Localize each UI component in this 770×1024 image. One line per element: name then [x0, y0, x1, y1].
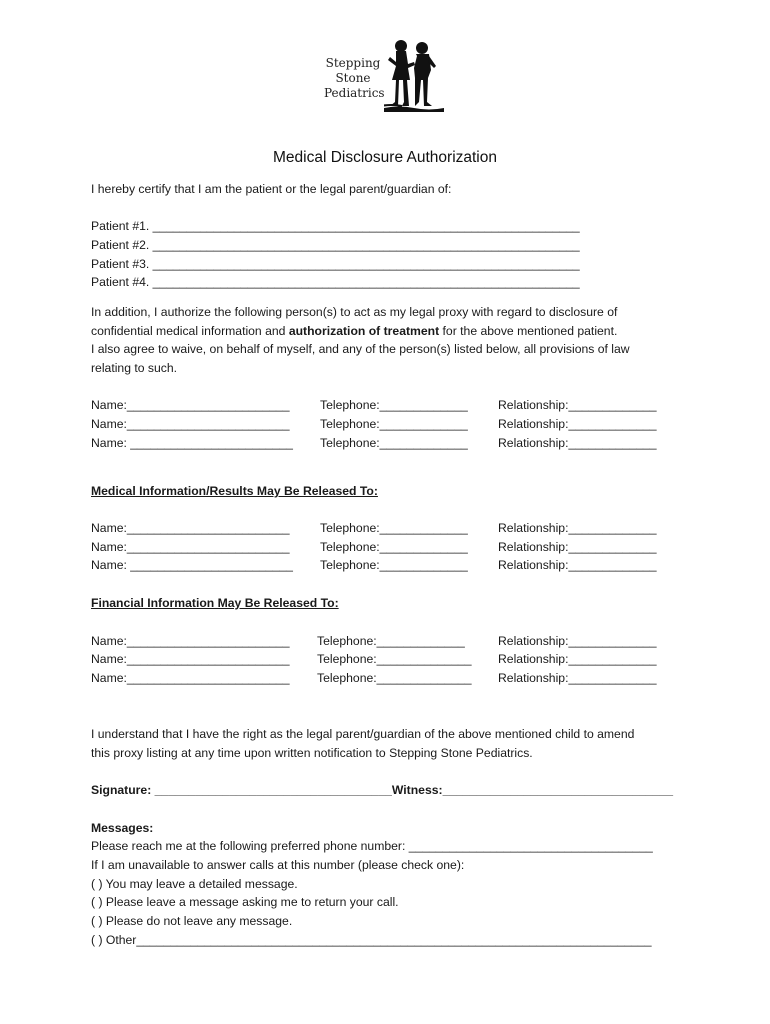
medical-name-2[interactable]: Name:________________________ — [91, 540, 290, 554]
medical-telephone-2[interactable]: Telephone:_____________ — [320, 540, 468, 554]
page-title: Medical Disclosure Authorization — [273, 149, 497, 166]
logo-line-2: Stone — [335, 71, 371, 85]
medical-name-1[interactable]: Name:________________________ — [91, 521, 290, 535]
logo-text — [324, 56, 385, 101]
proxy-text-a: confidential medical information and — [91, 324, 289, 338]
option-no-message[interactable]: ( ) Please do not leave any message. — [91, 914, 293, 928]
preferred-phone-field[interactable]: Please reach me at the following preferred phone number: ____________________________________ — [91, 839, 653, 853]
medical-relationship-1[interactable]: Relationship:_____________ — [498, 521, 657, 535]
signature-witness-line[interactable]: Signature: ___________________________________Witness:__________________________________ — [91, 783, 674, 797]
patient-1-field[interactable]: Patient #1. _______________________________________________________________ — [91, 219, 580, 233]
financial-section-heading: Financial Information May Be Released To: — [91, 596, 339, 610]
understand-line-2: this proxy listing at any time upon written notification to Stepping Stone Pediatrics. — [91, 746, 533, 760]
proxy-name-1[interactable]: Name:________________________ — [91, 398, 290, 412]
logo-line-3: Pediatrics — [324, 86, 385, 100]
logo-line-1: Stepping — [325, 56, 381, 70]
medical-relationship-3[interactable]: Relationship:_____________ — [498, 558, 657, 572]
patient-2-field[interactable]: Patient #2. _______________________________________________________________ — [91, 238, 580, 252]
option-detailed-message[interactable]: ( ) You may leave a detailed message. — [91, 877, 298, 891]
financial-relationship-3[interactable]: Relationship:_____________ — [498, 671, 657, 685]
financial-name-3[interactable]: Name:________________________ — [91, 671, 290, 685]
proxy-relationship-3[interactable]: Relationship:_____________ — [498, 436, 657, 450]
financial-name-2[interactable]: Name:________________________ — [91, 652, 290, 666]
option-return-call[interactable]: ( ) Please leave a message asking me to return your call. — [91, 895, 399, 909]
financial-relationship-1[interactable]: Relationship:_____________ — [498, 634, 657, 648]
medical-section-heading: Medical Information/Results May Be Released To: — [91, 484, 378, 498]
patient-4-field[interactable]: Patient #4. _______________________________________________________________ — [91, 275, 580, 289]
proxy-telephone-1[interactable]: Telephone:_____________ — [320, 398, 468, 412]
medical-telephone-1[interactable]: Telephone:_____________ — [320, 521, 468, 535]
patient-3-field[interactable]: Patient #3. _______________________________________________________________ — [91, 257, 580, 271]
proxy-paragraph-line-1: In addition, I authorize the following person(s) to act as my legal proxy with regard to disclosure of — [91, 305, 618, 319]
financial-name-1[interactable]: Name:________________________ — [91, 634, 290, 648]
proxy-relationship-1[interactable]: Relationship:_____________ — [498, 398, 657, 412]
financial-telephone-2[interactable]: Telephone:______________ — [317, 652, 472, 666]
proxy-paragraph-line-4: relating to such. — [91, 361, 178, 375]
financial-telephone-3[interactable]: Telephone:______________ — [317, 671, 472, 685]
proxy-telephone-3[interactable]: Telephone:_____________ — [320, 436, 468, 450]
stepping-stone-logo — [318, 36, 448, 114]
proxy-paragraph-line-2 — [91, 322, 617, 340]
medical-telephone-3[interactable]: Telephone:_____________ — [320, 558, 468, 572]
proxy-telephone-2[interactable]: Telephone:_____________ — [320, 417, 468, 431]
medical-name-3[interactable]: Name: ________________________ — [91, 558, 293, 572]
messages-heading: Messages: — [91, 821, 154, 835]
financial-relationship-2[interactable]: Relationship:_____________ — [498, 652, 657, 666]
medical-relationship-2[interactable]: Relationship:_____________ — [498, 540, 657, 554]
proxy-relationship-2[interactable]: Relationship:_____________ — [498, 417, 657, 431]
proxy-text-bold: authorization of treatment — [288, 324, 440, 338]
unavailable-text: If I am unavailable to answer calls at this number (please check one): — [91, 858, 465, 872]
proxy-name-2[interactable]: Name:________________________ — [91, 417, 290, 431]
understand-line-1: I understand that I have the right as the legal parent/guardian of the above mentioned child to amend — [91, 727, 635, 741]
certify-text: I hereby certify that I am the patient or the legal parent/guardian of: — [91, 182, 452, 196]
financial-telephone-1[interactable]: Telephone:_____________ — [317, 634, 465, 648]
proxy-text-b: for the above mentioned patient. — [439, 324, 618, 338]
proxy-paragraph-line-3: I also agree to waive, on behalf of myself, and any of the person(s) listed below, all provisions of law — [91, 342, 630, 356]
option-other[interactable]: ( ) Other____________________________________________________________________________ — [91, 933, 652, 947]
proxy-name-3[interactable]: Name: ________________________ — [91, 436, 293, 450]
children-silhouette-icon — [384, 38, 446, 112]
